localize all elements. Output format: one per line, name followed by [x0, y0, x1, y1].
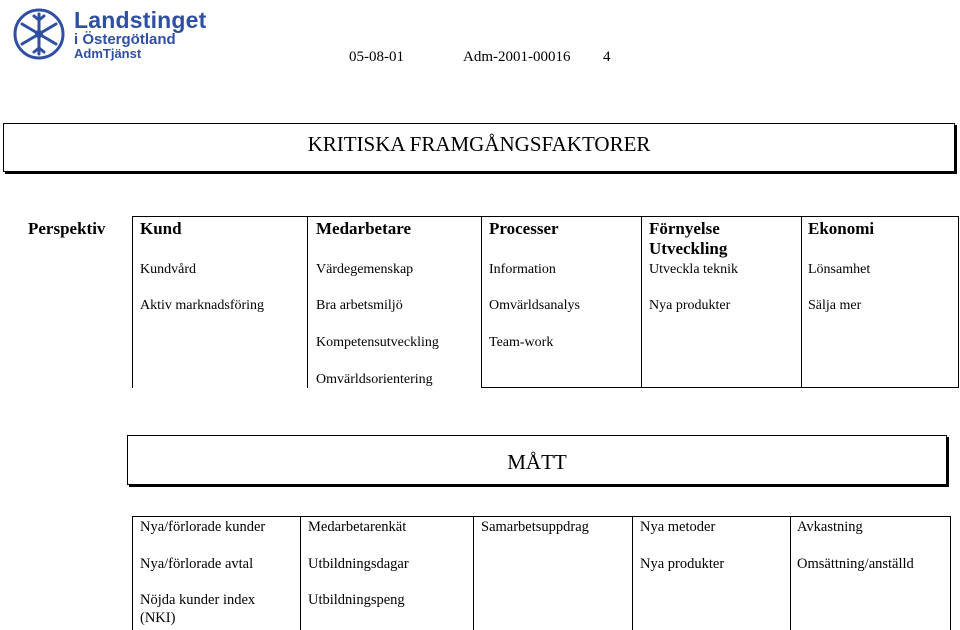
logo-line-2: i Östergötland [74, 31, 176, 48]
logo [10, 6, 220, 62]
column-heading-fornyelse: Förnyelse [649, 219, 720, 238]
measure-item: Nya produkter [640, 556, 725, 572]
perspective-label: Perspektiv [28, 219, 106, 238]
factor-item: Utveckla teknik [649, 262, 739, 277]
column-heading-kund: Kund [140, 219, 182, 238]
title-box [3, 123, 955, 172]
document-id: Adm-2001-00016 [463, 49, 571, 65]
factor-item: Kundvård [140, 262, 196, 277]
factor-item: Aktiv marknadsföring [140, 298, 265, 313]
document-date: 05-08-01 [349, 49, 404, 65]
matt-title: MÅTT [507, 450, 567, 474]
measure-item: Nya/förlorade avtal [140, 556, 254, 572]
factor-item: Nya produkter [649, 298, 731, 313]
factor-item: Omvärldsorientering [316, 372, 433, 387]
measure-item: Utbildningsdagar [308, 556, 409, 572]
factor-item: Omvärldsanalys [489, 298, 580, 313]
factor-item: Information [489, 262, 556, 277]
column-heading-utveckling: Utveckling [649, 239, 728, 258]
column-heading-processer: Processer [489, 219, 559, 238]
measure-item: Medarbetarenkät [308, 519, 407, 535]
measure-item: Utbildningspeng [308, 592, 405, 608]
factor-item: Kompetensutveckling [316, 335, 439, 350]
factor-item: Sälja mer [808, 298, 862, 313]
logo-line-1: Landstinget [74, 7, 207, 33]
measure-item: Samarbetsuppdrag [481, 519, 589, 535]
measure-item: Nöjda kunder index [140, 592, 256, 608]
snowflake-emblem-icon [10, 6, 68, 62]
page-number: 4 [603, 49, 611, 65]
factor-item: Bra arbetsmiljö [316, 298, 403, 313]
logo-line-3: AdmTjänst [74, 46, 142, 61]
measure-item: Omsättning/anställd [797, 556, 914, 572]
measure-item: Avkastning [797, 519, 863, 535]
matt-box [127, 435, 947, 485]
column-heading-ekonomi: Ekonomi [808, 219, 875, 238]
measure-item: Nya/förlorade kunder [140, 519, 266, 535]
factor-item: Lönsamhet [808, 262, 871, 277]
page-title: KRITISKA FRAMGÅNGSFAKTORER [307, 132, 651, 156]
factor-item: Värdegemenskap [316, 262, 414, 277]
column-heading-medarbetare: Medarbetare [316, 219, 412, 238]
factor-item: Team-work [489, 335, 554, 350]
measure-item: Nya metoder [640, 519, 716, 535]
measure-item: (NKI) [140, 610, 176, 626]
